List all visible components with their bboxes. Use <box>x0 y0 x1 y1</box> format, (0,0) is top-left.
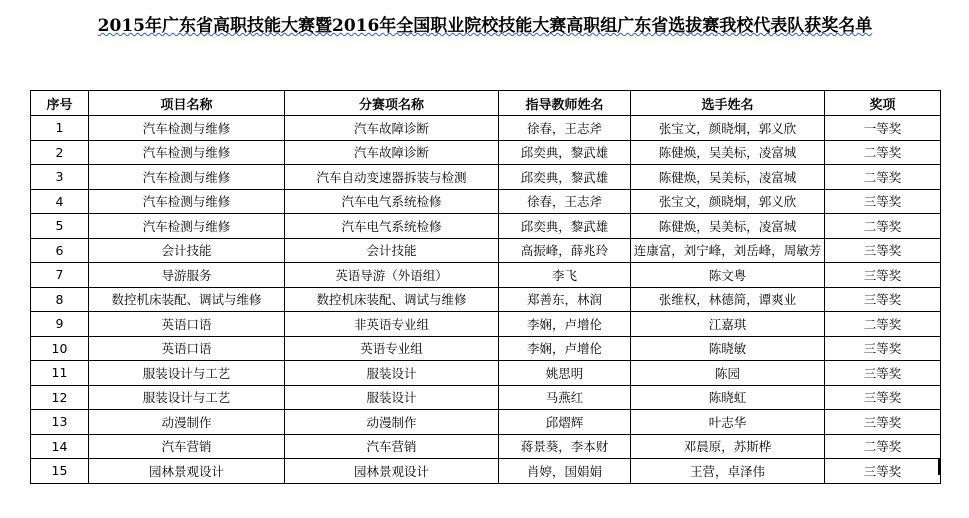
cell-award: 二等奖 <box>825 140 941 165</box>
header-award: 奖项 <box>825 91 941 116</box>
cell-sub-event: 园林景观设计 <box>285 459 499 484</box>
cell-sub-event: 动漫制作 <box>285 410 499 435</box>
cell-contestants: 陈园 <box>631 361 825 386</box>
table-row <box>31 336 941 361</box>
table-row <box>31 238 941 263</box>
table-row <box>31 214 941 239</box>
cell-contestants: 江嘉琪 <box>631 312 825 337</box>
cell-instructor: 姚思明 <box>499 361 631 386</box>
cell-project: 会计技能 <box>89 238 285 263</box>
cell-contestants: 张维权，林德简，谭爽业 <box>631 287 825 312</box>
cell-project: 园林景观设计 <box>89 459 285 484</box>
cell-project: 汽车检测与维修 <box>89 189 285 214</box>
cell-contestants: 连康富，刘宁峰，刘岳峰，周敏芳 <box>631 238 825 263</box>
cell-contestants: 陈晓虹 <box>631 385 825 410</box>
header-sub-event: 分赛项名称 <box>285 91 499 116</box>
cell-project: 汽车检测与维修 <box>89 214 285 239</box>
cell-instructor: 李娴，卢增伦 <box>499 312 631 337</box>
cell-award: 二等奖 <box>825 214 941 239</box>
cell-sub-event: 英语导游（外语组） <box>285 263 499 288</box>
cell-serial: 4 <box>31 189 89 214</box>
cell-project: 英语口语 <box>89 312 285 337</box>
cell-serial: 3 <box>31 165 89 190</box>
cell-instructor: 邱熠辉 <box>499 410 631 435</box>
header-serial: 序号 <box>31 91 89 116</box>
awards-table <box>30 90 941 484</box>
cell-award: 一等奖 <box>825 116 941 141</box>
cell-instructor: 李飞 <box>499 263 631 288</box>
cell-award: 三等奖 <box>825 238 941 263</box>
cell-sub-event: 汽车故障诊断 <box>285 140 499 165</box>
cell-sub-event: 英语专业组 <box>285 336 499 361</box>
cell-sub-event: 会计技能 <box>285 238 499 263</box>
cell-instructor: 邱奕典，黎武雄 <box>499 165 631 190</box>
cell-contestants: 陈健焕，吴美标，凌富城 <box>631 140 825 165</box>
header-instructor: 指导教师姓名 <box>499 91 631 116</box>
cell-award: 三等奖 <box>825 459 941 484</box>
cell-serial: 7 <box>31 263 89 288</box>
cell-award: 三等奖 <box>825 361 941 386</box>
table-row <box>31 116 941 141</box>
cell-award: 三等奖 <box>825 410 941 435</box>
cell-project: 汽车营销 <box>89 434 285 459</box>
text-cursor <box>938 459 941 475</box>
cell-award: 二等奖 <box>825 434 941 459</box>
cell-serial: 5 <box>31 214 89 239</box>
table-row <box>31 312 941 337</box>
cell-serial: 15 <box>31 459 89 484</box>
cell-serial: 6 <box>31 238 89 263</box>
cell-sub-event: 服装设计 <box>285 361 499 386</box>
cell-serial: 2 <box>31 140 89 165</box>
cell-sub-event: 汽车电气系统检修 <box>285 214 499 239</box>
table-header-row <box>31 91 941 116</box>
cell-project: 汽车检测与维修 <box>89 165 285 190</box>
cell-contestants: 叶志华 <box>631 410 825 435</box>
cell-project: 服装设计与工艺 <box>89 385 285 410</box>
cell-sub-event: 汽车故障诊断 <box>285 116 499 141</box>
cell-instructor: 徐春，王志斧 <box>499 189 631 214</box>
header-contestants: 选手姓名 <box>631 91 825 116</box>
table-row <box>31 263 941 288</box>
cell-serial: 8 <box>31 287 89 312</box>
header-project: 项目名称 <box>89 91 285 116</box>
cell-award: 三等奖 <box>825 336 941 361</box>
cell-sub-event: 服装设计 <box>285 385 499 410</box>
cell-instructor: 高振峰，薛兆玲 <box>499 238 631 263</box>
cell-sub-event: 汽车电气系统检修 <box>285 189 499 214</box>
cell-instructor: 郑善东，林润 <box>499 287 631 312</box>
cell-contestants: 陈健焕，吴美标，凌富城 <box>631 214 825 239</box>
cell-serial: 14 <box>31 434 89 459</box>
cell-contestants: 陈健焕，吴美标，凌富城 <box>631 165 825 190</box>
cell-sub-event: 汽车自动变速器拆装与检测 <box>285 165 499 190</box>
cell-contestants: 陈文粤 <box>631 263 825 288</box>
cell-sub-event: 数控机床装配、调试与维修 <box>285 287 499 312</box>
cell-award: 三等奖 <box>825 189 941 214</box>
cell-serial: 9 <box>31 312 89 337</box>
cell-serial: 10 <box>31 336 89 361</box>
cell-contestants: 张宝文，颜晓炯，郭义欣 <box>631 189 825 214</box>
cell-project: 英语口语 <box>89 336 285 361</box>
cell-project: 数控机床装配、调试与维修 <box>89 287 285 312</box>
cell-instructor: 马燕红 <box>499 385 631 410</box>
table-row <box>31 165 941 190</box>
cell-instructor: 邱奕典，黎武雄 <box>499 140 631 165</box>
cell-sub-event: 非英语专业组 <box>285 312 499 337</box>
table-row <box>31 189 941 214</box>
cell-project: 导游服务 <box>89 263 285 288</box>
cell-instructor: 邱奕典，黎武雄 <box>499 214 631 239</box>
table-row <box>31 361 941 386</box>
cell-contestants: 王营，卓泽伟 <box>631 459 825 484</box>
table-row <box>31 459 941 484</box>
cell-serial: 12 <box>31 385 89 410</box>
cell-sub-event: 汽车营销 <box>285 434 499 459</box>
table-row <box>31 434 941 459</box>
table-row <box>31 287 941 312</box>
cell-award: 二等奖 <box>825 165 941 190</box>
cell-serial: 11 <box>31 361 89 386</box>
cell-instructor: 徐春，王志斧 <box>499 116 631 141</box>
table-row <box>31 410 941 435</box>
cell-instructor: 蒋景葵，李本财 <box>499 434 631 459</box>
table-row <box>31 140 941 165</box>
cell-project: 汽车检测与维修 <box>89 140 285 165</box>
cell-project: 汽车检测与维修 <box>89 116 285 141</box>
cell-instructor: 肖婷，国娟娟 <box>499 459 631 484</box>
cell-project: 动漫制作 <box>89 410 285 435</box>
cell-award: 二等奖 <box>825 312 941 337</box>
table-row <box>31 385 941 410</box>
cell-award: 三等奖 <box>825 287 941 312</box>
cell-award: 三等奖 <box>825 263 941 288</box>
cell-serial: 1 <box>31 116 89 141</box>
cell-project: 服装设计与工艺 <box>89 361 285 386</box>
cell-instructor: 李娴，卢增伦 <box>499 336 631 361</box>
cell-contestants: 陈晓敏 <box>631 336 825 361</box>
cell-contestants: 邓晨原，苏斯桦 <box>631 434 825 459</box>
cell-award: 三等奖 <box>825 385 941 410</box>
document-title: 2015年广东省高职技能大赛暨2016年全国职业院校技能大赛高职组广东省选拔赛我校代表队获奖名单 <box>97 16 873 36</box>
cell-contestants: 张宝文，颜晓炯，郭义欣 <box>631 116 825 141</box>
cell-serial: 13 <box>31 410 89 435</box>
